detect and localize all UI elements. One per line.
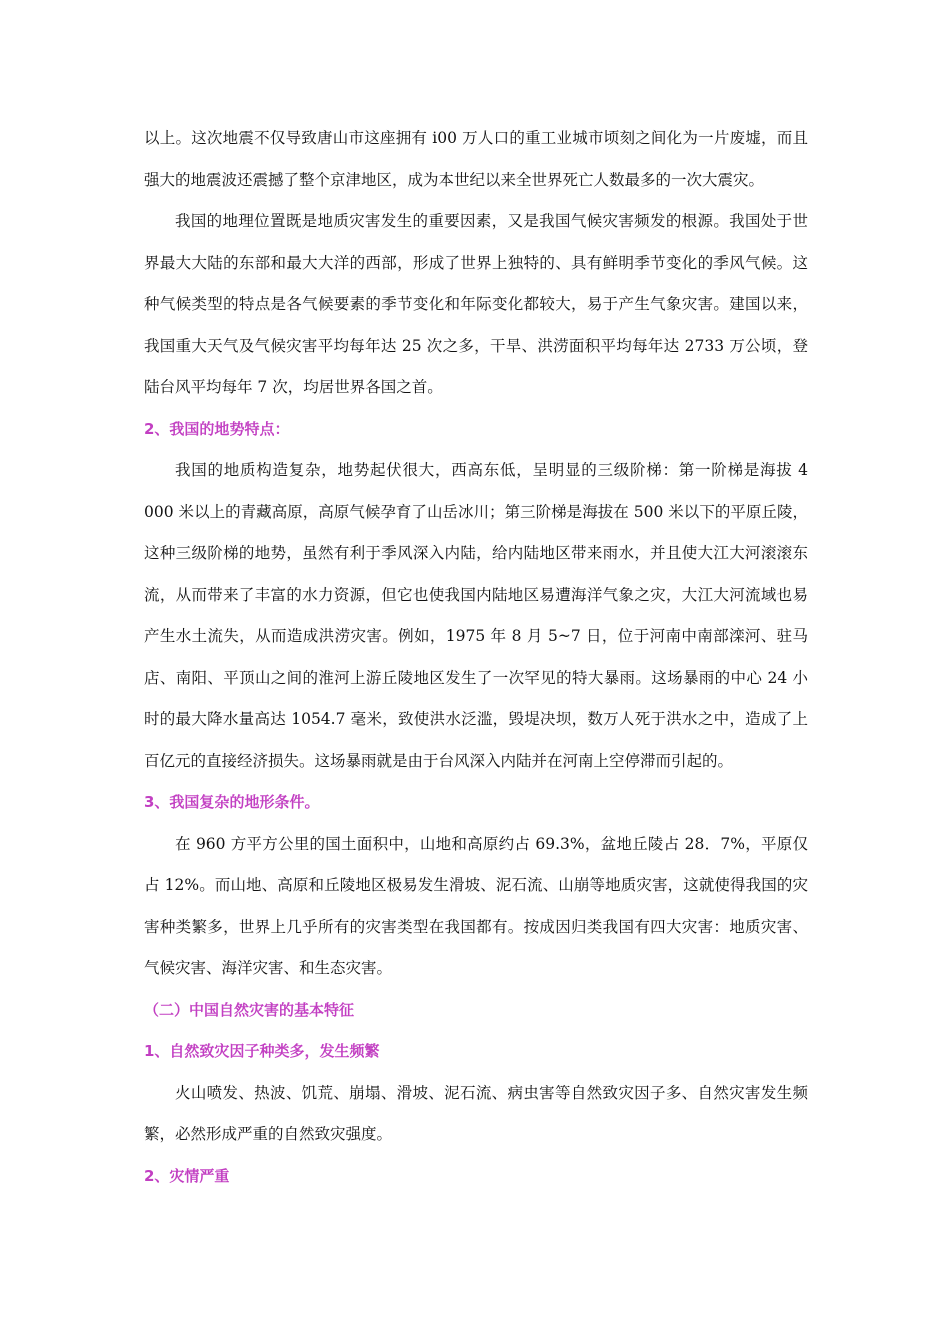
paragraph-land-area: 在 960 方平方公里的国土面积中，山地和高原约占 69.3%，盆地丘陵占 28．7%，平原仅占 12%。而山地、高原和丘陵地区极易发生滑坡、泥石流、山崩等地质灾害，这就使得我国的灾害种类繁多，世界上几乎所有的灾害类型在我国都有。按成因归类我国有四大灾害：地质灾害、气候灾害、海洋灾害、和生态灾害。 [144, 834, 808, 977]
heading-complex-terrain: 3、我国复杂的地形条件。 [144, 793, 320, 811]
heading-many-factors: 1、自然致灾因子种类多，发生频繁 [144, 1042, 380, 1060]
heading-severe-disaster: 2、灾情严重 [144, 1166, 230, 1185]
heading-terrain-features: 2、我国的地势特点： [144, 419, 290, 438]
heading-section-two: （二）中国自然灾害的基本特征 [144, 1000, 355, 1019]
document-page [144, 118, 808, 1197]
paragraph-terrain-steps: 我国的地质构造复杂，地势起伏很大，西高东低，呈明显的三级阶梯：第一阶梯是海拔 4 000 米以上的青藏高原，高原气候孕育了山岳冰川；第三阶梯是海拔在 500 米以下的平原丘陵，这种三级阶梯的地势，虽然有利于季风深入内陆，给内陆地区带来雨水，并且使大江大河滚滚东流，从而带来了丰富的水力资源，但它也使我国内陆地区易遭海洋气象之灾，大江大河流域也易产生水土流失，从而造成洪涝灾害。例如，1975 年 8 月 5~7 日，位于河南中南部滦河、驻马店、南阳、平顶山之间的淮河上游丘陵地区发生了一次罕见的特大暴雨。这场暴雨的中心 24 小时的最大降水量高达 1054.7 毫米，致使洪水泛滥，毁堤决坝，数万人死于洪水之中，造成了上百亿元的直接经济损失。这场暴雨就是由于台风深入内陆并在河南上空停滞而引起的。 [144, 461, 808, 770]
paragraph-disaster-factors: 火山喷发、热波、饥荒、崩塌、滑坡、泥石流、病虫害等自然致灾因子多、自然灾害发生频繁，必然形成严重的自然致灾强度。 [144, 1083, 808, 1143]
paragraph-geographic-location: 我国的地理位置既是地质灾害发生的重要因素，又是我国气候灾害频发的根源。我国处于世界最大大陆的东部和最大大洋的西部，形成了世界上独特的、具有鲜明季节变化的季风气候。这种气候类型的特点是各气候要素的季节变化和年际变化都较大，易于产生气象灾害。建国以来，我国重大天气及气候灾害平均每年达 25 次之多，干旱、洪涝面积平均每年达 2733 万公顷，登陆台风平均每年 7 次，均居世界各国之首。 [144, 212, 808, 396]
paragraph-tangshan-earthquake: 以上。这次地震不仅导致唐山市这座拥有 i00 万人口的重工业城市顷刻之间化为一片废墟，而且强大的地震波还震撼了整个京津地区，成为本世纪以来全世界死亡人数最多的一次大震灾。 [144, 129, 808, 189]
